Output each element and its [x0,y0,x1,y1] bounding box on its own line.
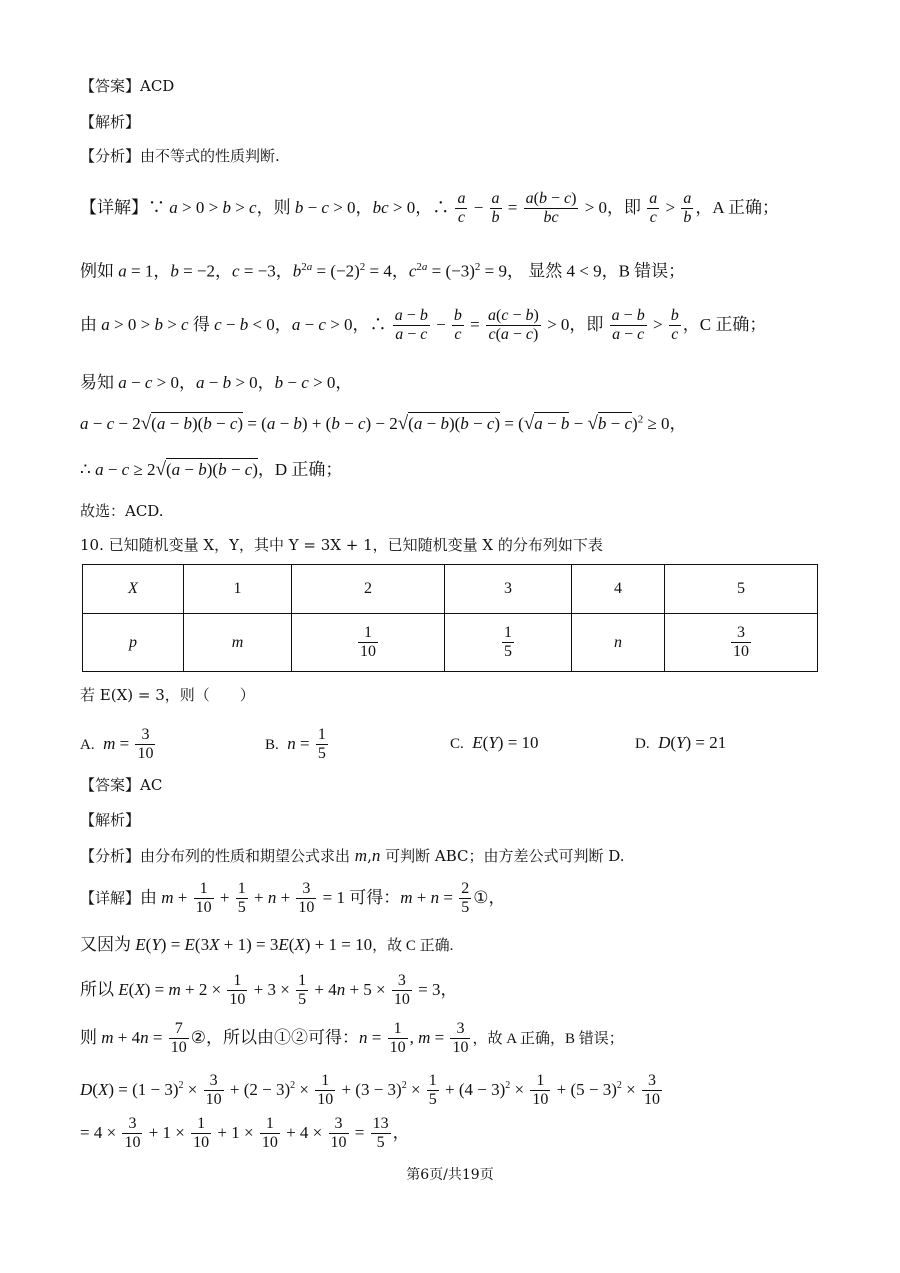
detail-line-q9-3: 由 a > 0 > b > c 得 c − b < 0，a − c > 0，∴ $\frac{a - b}{a - c}$ − $\frac{b}{c}$ = $\frac{a(c - b)}{c(a - c)}$ > 0，即 $\frac{a - b}{a - c}$ > $\frac{b}{c}$ ，C 正确； [80,307,767,344]
question-stem-q10: 10. 已知随机变量 X，Y，其中 Y = 3X + 1，已知随机变量 X 的分布列如下表 [80,536,603,554]
detail-line-q10-6: = 4 × $\frac{3}{10}$ + 1 × $\frac{1}{10}$ + 1 × $\frac{1}{10}$ + 4 × $\frac{3}{10}$ = $\frac{13}{5}$ ， [80,1115,410,1152]
table-cell: 2 [292,565,445,614]
table-cell: m [231,633,244,651]
answer-line-q9: 【答案】ACD [80,77,175,95]
table-cell: 1 [184,565,292,614]
table-cell: $\frac{1}{10}$ [292,614,445,672]
conclusion-q9: 故选：ACD. [80,502,164,520]
table-cell: 3 [445,565,572,614]
option-c[interactable]: C. E(Y) = 10 [450,733,539,752]
option-d[interactable]: D. D(Y) = 21 [635,733,727,752]
question-q10: 若 E(X) = 3，则（ ） [80,686,255,704]
page-footer: 第6页/共19页 [406,1167,494,1183]
table-header-row [83,565,818,614]
distribution-table [82,564,818,672]
table-cell: 4 [572,565,665,614]
detail-line-q9-2: 例如 a = 1，b = −2，c = −3，$b^{2a} = (-2)^2 = 4$，$c^{2a} = (-3)^2 = 9$， 显然 4 < 9，B 错误； [80,261,686,281]
detail-line-q10-1: 【详解】由 m + $\frac{1}{10}$ + $\frac{1}{5}$ + n + $\frac{3}{10}$ = 1 可得：m + n = $\frac{2}{5}$ ①， [80,880,506,917]
detail-line-q9-5: $a - c - 2√(a - b)(b - c) = (a - b) + (b - c) - 2√(a - b)(b - c) = (√a - b - √b - c)^2 \ge 0$， [80,413,687,434]
table-cell: n [614,633,622,651]
table-cell: 5 [665,565,818,614]
detail-line-q10-3: 所以 E(X) = m + 2 × $\frac{1}{10}$ + 3 × $\frac{1}{5}$ + 4n + 5 × $\frac{3}{10}$ = 3， [80,972,458,1009]
analysis-tag-q10: 【解析】 [80,811,141,829]
table-cell: $\frac{3}{10}$ [665,614,818,672]
table-row [83,614,818,672]
option-a[interactable]: A. m = $\frac{3}{10}$ [80,726,154,763]
detail-line-q10-2: 又因为 E(Y) = E(3X + 1) = 3E(X) + 1 = 10，故 C 正确. [80,935,454,954]
analysis-tag-q9: 【解析】 [80,113,141,131]
detail-line-q9-6: ∴ a − c ≥ 2√(a − b)(b − c)，D 正确； [80,459,343,480]
detail-line-q9-1: 【详解】∵ a > 0 > b > c，则 b − c > 0，bc > 0，∴ $\frac{a}{c}$ − $\frac{a}{b}$ = $\frac{a(b - c)}{bc}$ > 0，即 $\frac{a}{c}$ > $\frac{a}{b}$ ，A 正确； [80,190,779,227]
table-cell: $\frac{1}{5}$ [445,614,572,672]
table-cell: X [128,580,138,597]
table-cell: p [129,633,137,651]
detail-line-q9-4: 易知 a − c > 0，a − b > 0，b − c > 0， [80,373,353,392]
answer-line-q10: 【答案】AC [80,776,163,794]
detail-line-q10-5: $D(X) = (1 - 3)^2$ × $\frac{3}{10}$ + $(2 - 3)^2$ × $\frac{1}{10}$ + $(3 - 3)^2$ × $\frac{1}{5}$ + $(4 - 3)^2$ × $\frac{1}{10}$ + $(5 - 3)^2$ × $\frac{3}{10}$ [80,1072,660,1109]
fenxi-line-q9: 【分析】由不等式的性质判断. [80,147,280,165]
option-b[interactable]: B. n = $\frac{1}{5}$ [265,726,326,763]
detail-line-q10-4: 则 m + 4n = $\frac{7}{10}$ ②，所以由①②可得：n = $\frac{1}{10}$ , m = $\frac{3}{10}$ ，故 A 正确，B 错误； [80,1020,624,1057]
fenxi-line-q10: 【分析】由分布列的性质和期望公式求出 m,n 可判断 ABC；由方差公式可判断 D. [80,846,625,865]
